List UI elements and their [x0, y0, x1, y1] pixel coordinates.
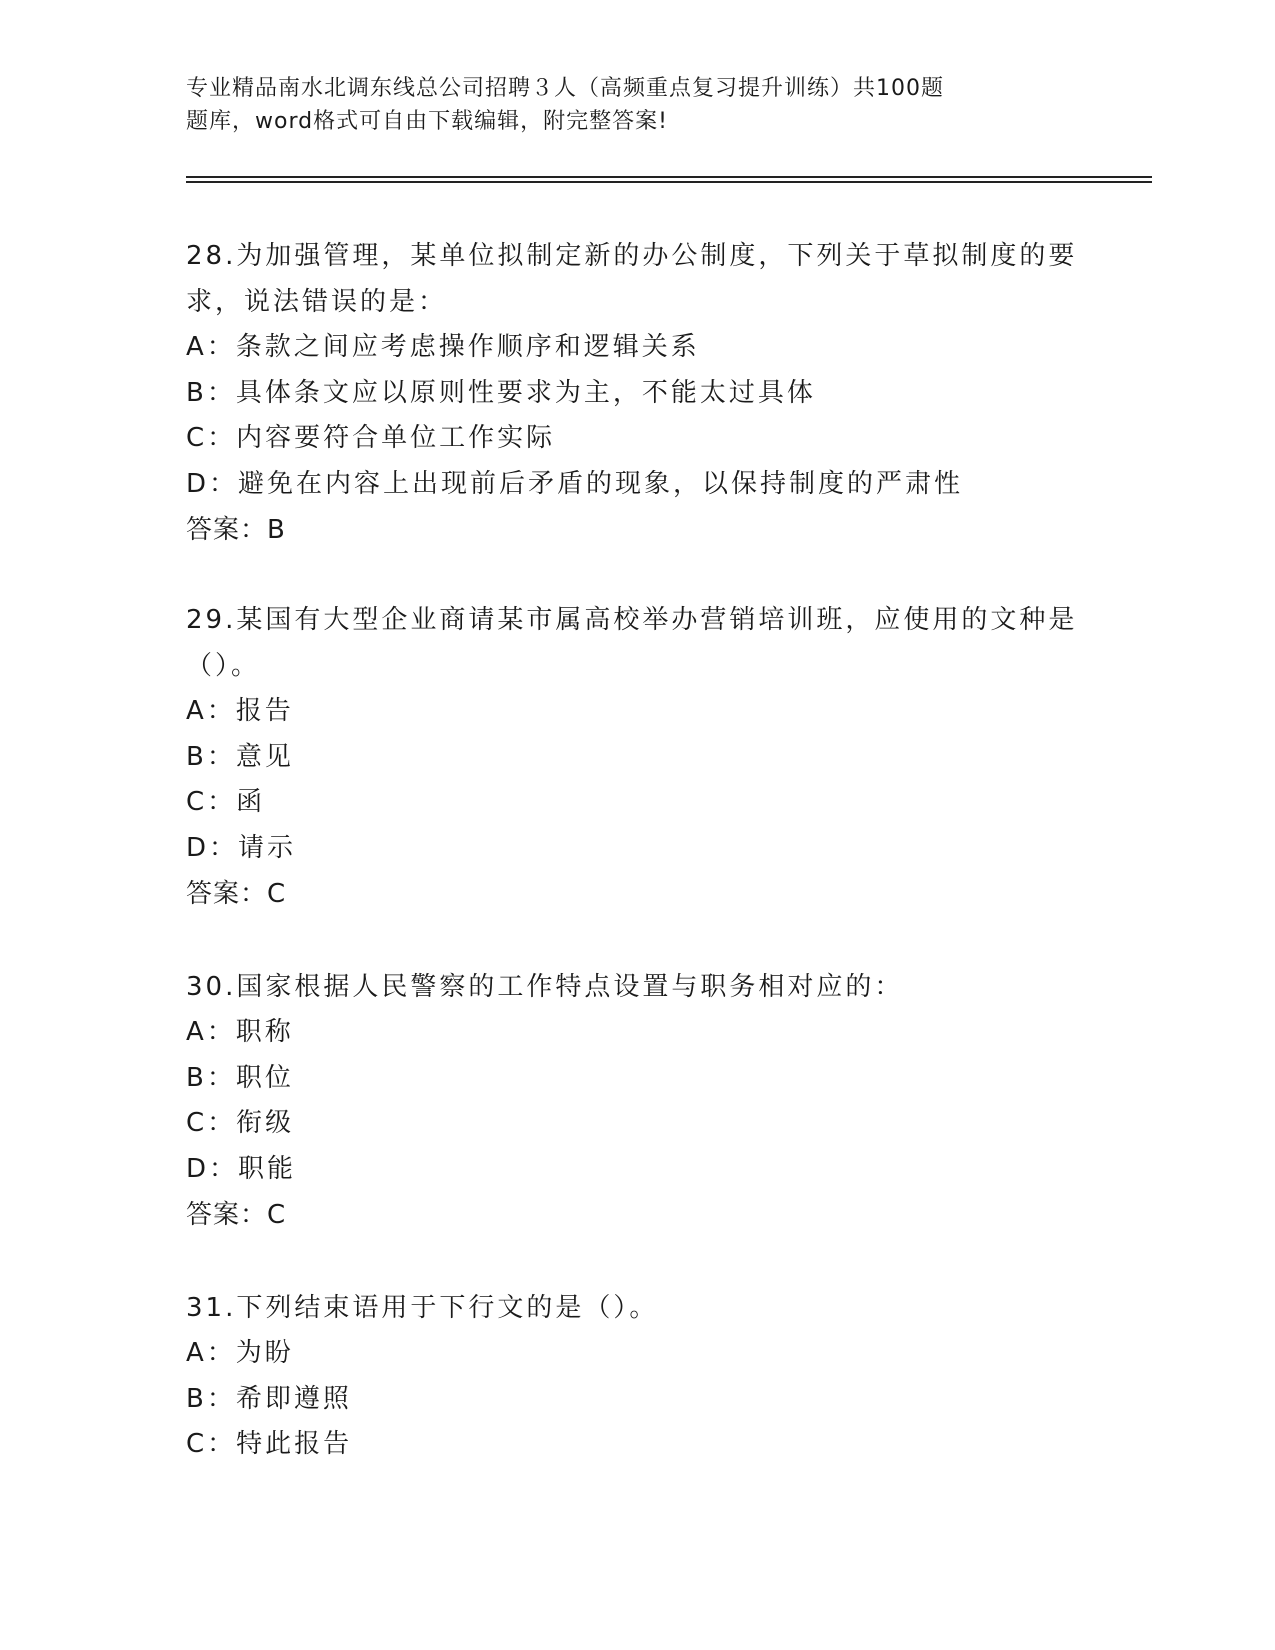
option-d: D：职能	[186, 1153, 297, 1184]
question-stem-line: 30.国家根据人民警察的工作特点设置与职务相对应的：	[186, 972, 904, 1002]
option-a: A：为盼	[186, 1338, 294, 1368]
document-header	[186, 72, 1046, 138]
question-stem-line: 28.为加强管理，某单位拟制定新的办公制度，下列关于草拟制度的要	[186, 241, 1078, 271]
answer: 答案：C	[186, 1200, 287, 1230]
header-divider-bottom	[186, 181, 1152, 183]
option-a: A：职称	[186, 1017, 294, 1047]
question-31	[186, 1285, 1086, 1468]
option-c: C：衔级	[186, 1108, 295, 1138]
question-stem-line: （）。	[186, 651, 261, 681]
option-b: B：具体条文应以原则性要求为主，不能太过具体	[186, 377, 816, 408]
option-c: C：内容要符合单位工作实际	[186, 423, 556, 453]
header-line-1: 专业精品南水北调东线总公司招聘３人（高频重点复习提升训练）共100题	[186, 76, 944, 101]
option-c: C：特此报告	[186, 1429, 353, 1459]
question-stem-line: 31.下列结束语用于下行文的是（）。	[186, 1293, 659, 1323]
answer: 答案：B	[186, 515, 286, 545]
option-a: A：报告	[186, 696, 294, 726]
question-29	[186, 597, 1086, 917]
option-d: D：请示	[186, 832, 297, 863]
option-b: B：希即遵照	[186, 1383, 352, 1414]
option-a: A：条款之间应考虑操作顺序和逻辑关系	[186, 332, 700, 362]
header-line-2: 题库，word格式可自由下载编辑，附完整答案!	[186, 109, 668, 134]
question-30	[186, 964, 1086, 1238]
option-d: D：避免在内容上出现前后矛盾的现象，以保持制度的严肃性	[186, 468, 964, 499]
option-b: B：职位	[186, 1062, 294, 1093]
question-28	[186, 233, 1086, 553]
answer: 答案：C	[186, 879, 287, 909]
question-stem-line: 求，说法错误的是：	[186, 287, 448, 317]
option-c: C：函	[186, 787, 266, 817]
header-divider-top	[186, 176, 1152, 178]
option-b: B：意见	[186, 741, 294, 772]
question-stem-line: 29.某国有大型企业商请某市属高校举办营销培训班，应使用的文种是	[186, 605, 1078, 635]
